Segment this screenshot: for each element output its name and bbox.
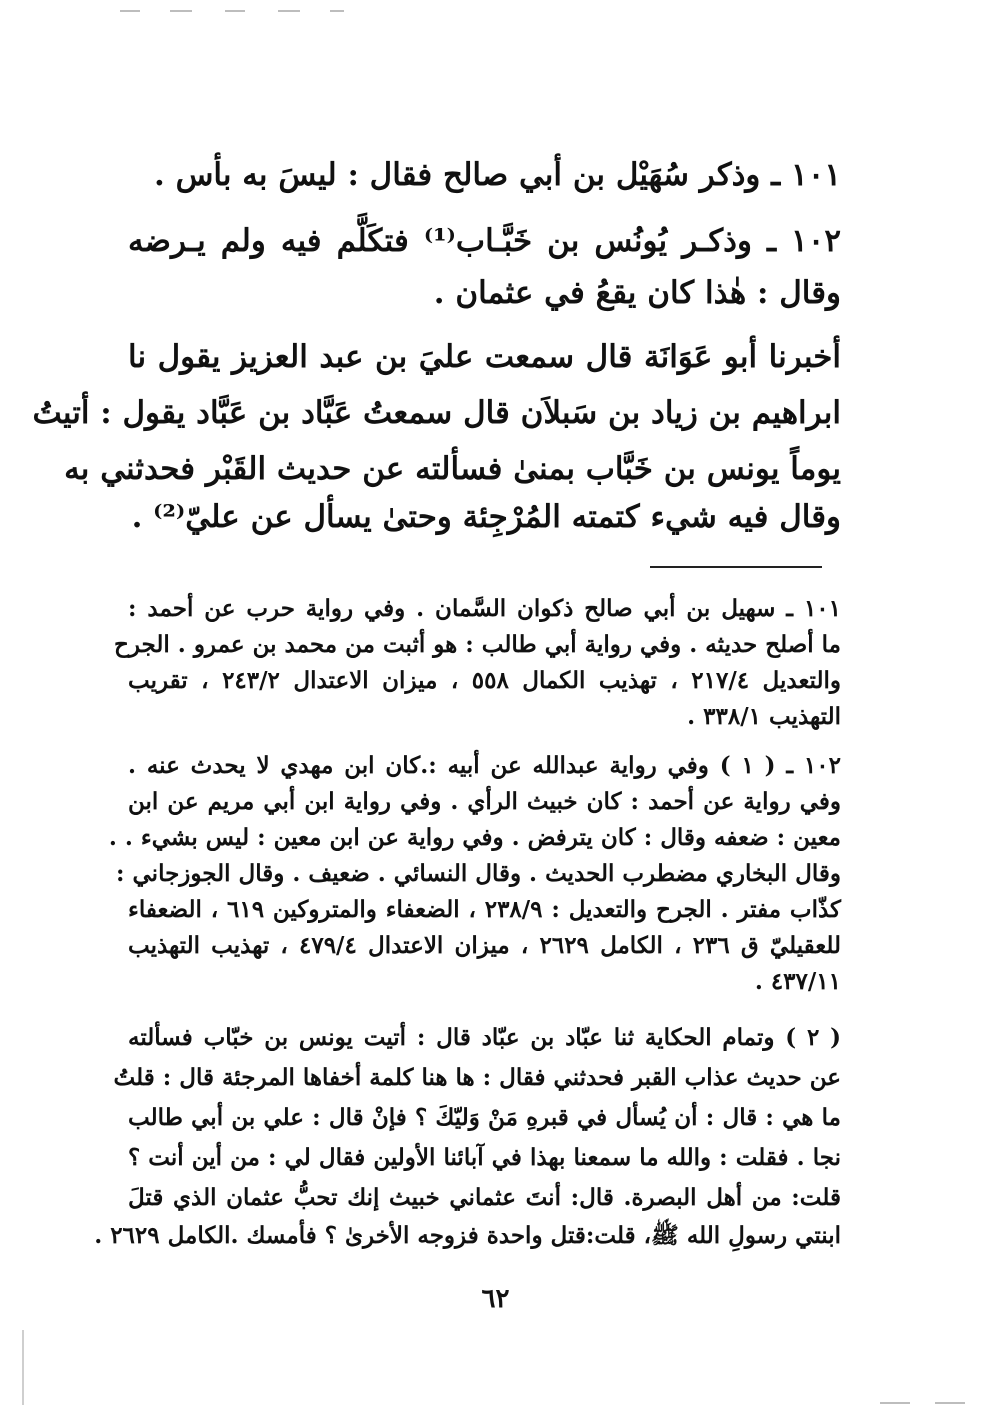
footnote-102-line: وقال البخاري مضطرب الحديث . وقال النسائي . ضعيف . وقال الجوزجاني : — [116, 860, 841, 887]
scan-edge-mark — [330, 10, 344, 12]
footnote-102-line: وفي رواية عن أحمد : كان خبيث الرأي . وفي رواية ابن أبي مريم عن ابن — [128, 788, 841, 815]
scan-edge-mark — [120, 10, 140, 12]
isnad-line-4: وقال فيه شيء كتمته المُرْجِئة وحتىٰ يسأل عن عليّ⁽²⁾ . — [131, 499, 841, 535]
footnote-2-line: نجا . فقلت : والله ما سمعنا بهذا في آبائنا الأولين فقال لي : من أين أنت ؟ — [128, 1144, 841, 1171]
footnote-2-line: ابنتي رسولِ الله ﷺ، قلت:قتل واحدة فزوجه الأخرىٰ ؟ فأمسك .الكامل ٢٦٢٩ . — [94, 1222, 841, 1249]
footnote-102-line: للعقيليّ ق ٢٣٦ ، الكامل ٢٦٢٩ ، ميزان الاعتدال ٤٧٩/٤ ، تهذيب التهذيب — [128, 932, 842, 959]
footnote-102-line: ٤٣٧/١١ . — [754, 968, 841, 995]
footnote-101-line: التهذيب ٣٣٨/١ . — [687, 703, 841, 730]
page-number: ٦٢ — [481, 1284, 510, 1314]
footnote-102-line: معين : ضعفه وقال : كان يترفض . وفي رواية عن ابن معين : ليس بشيء . . — [108, 824, 841, 851]
footnote-2-line: ( ٢ ) وتمام الحكاية ثنا عبّاد بن عبّاد قال : أتيت يونس بن خبّاب فسألته — [128, 1024, 841, 1051]
isnad-line-2: ابراهيم بن زياد بن سَبلاَن قال سمعتُ عَبَّاد بن عَبَّاد يقول : أتيتُ — [32, 395, 841, 431]
isnad-line-1: أخبرنا أبو عَوَانَة قال سمعت عليَ بن عبد العزيز يقول نا — [128, 339, 841, 375]
footnote-2-line: قلت: من أهل البصرة. قال: أنتَ عثماني خبيث إنك تحبُّ عثمان الذي قتلَ — [128, 1184, 841, 1211]
footnote-2-line: ما هي : قال : أن يُسأل في قبرهِ مَنْ وَليّكَ ؟ فإنْ قال : علي بن أبي طالب — [128, 1104, 841, 1131]
footnote-2-line: عن حديث عذاب القبر فحدثني فقال : ها هنا كلمة أخفاها المرجئة قال : قلتُ — [113, 1064, 841, 1091]
footnote-102-line: ١٠٢ ـ ( ١ ) وفي رواية عبدالله عن أبيه :.كان ابن مهدي لا يحدث عنه . — [128, 752, 841, 779]
footnote-101-line: والتعديل ٢١٧/٤ ، تهذيب الكمال ٥٥٨ ، ميزان الاعتدال ٢٤٣/٢ ، تقريب — [128, 667, 841, 694]
footnote-101-line: ما أصلح حديثه . وفي رواية أبي طالب : هو أثبت من محمد بن عمرو . الجرح — [114, 631, 841, 658]
footnote-101-line: ١٠١ ـ سهيل بن أبي صالح ذكوان السَّمان . وفي رواية حرب عن أحمد : — [128, 595, 841, 622]
scan-edge-mark — [225, 10, 245, 12]
scan-edge-mark — [22, 1330, 24, 1405]
entry-101: ١٠١ ـ وذكر سُهَيْل بن أبي صالح فقال : ليسَ به بأس . — [154, 157, 841, 193]
scan-edge-mark — [935, 1402, 965, 1404]
scan-edge-mark — [278, 10, 300, 12]
entry-102-line-1: ١٠٢ ـ وذكـر يُونُس بن خَبَّـاب⁽¹⁾ فتكَلَّم فيه ولم يـرضه — [128, 223, 841, 259]
footnote-separator — [650, 566, 822, 568]
entry-102-line-2: وقال : هٰذا كان يقعُ في عثمان . — [433, 275, 841, 311]
scan-edge-mark — [880, 1402, 910, 1404]
scan-edge-mark — [170, 10, 192, 12]
footnote-102-line: كذّاب مفتر . الجرح والتعديل : ٢٣٨/٩ ، الضعفاء والمتروكين ٦١٩ ، الضعفاء — [128, 896, 841, 923]
isnad-line-3: يوماً يونس بن خَبَّاب بمنىٰ فسألته عن حديث القَبْر فحدثني به — [64, 451, 841, 487]
